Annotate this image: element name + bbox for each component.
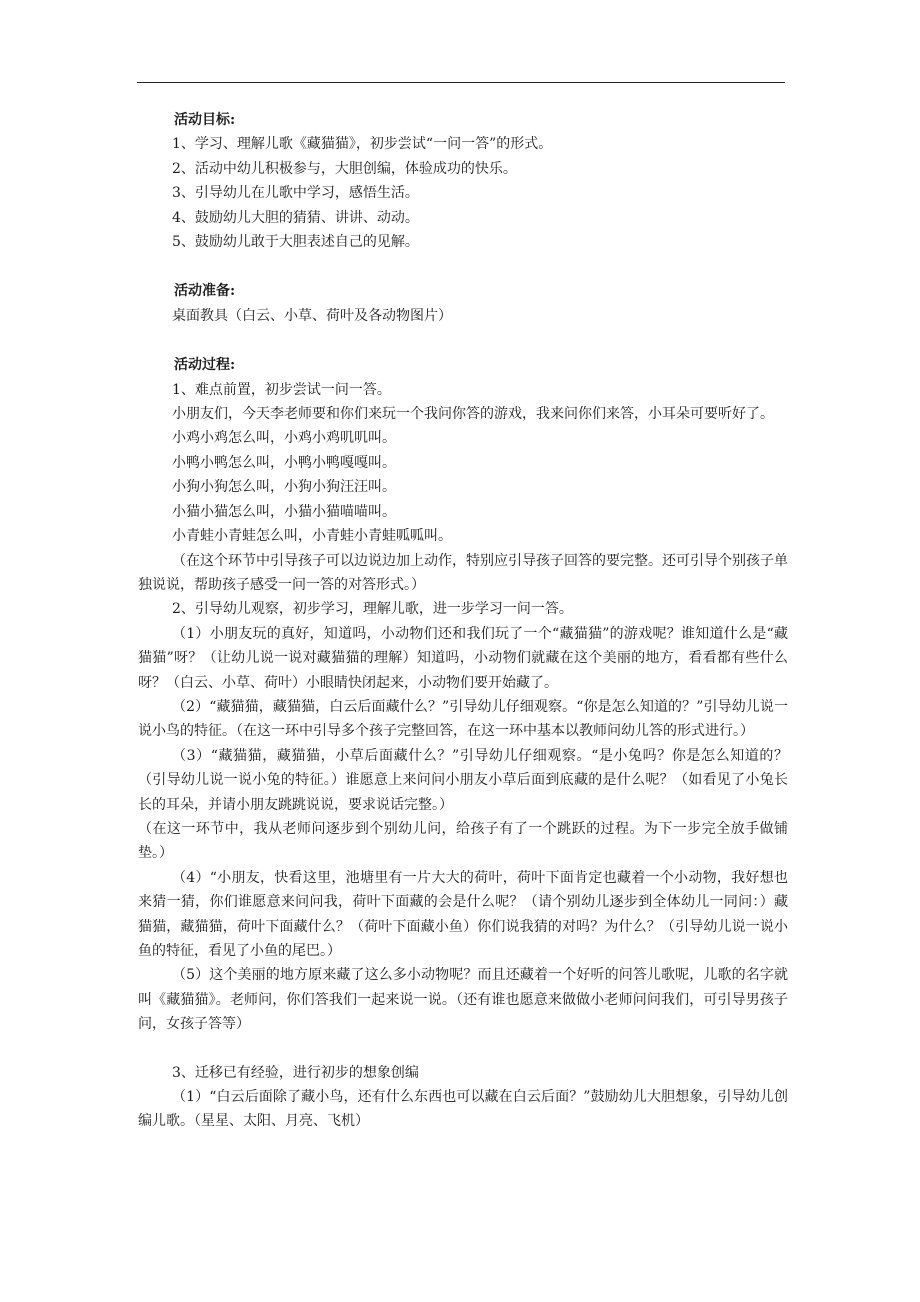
process-heading: 活动过程:: [174, 357, 236, 374]
preparation-text: 桌面教具（白云、小草、荷叶及各动物图片）: [172, 307, 452, 324]
goal-item: 1、学习、理解儿歌《藏猫猫》，初步尝试“一问一答”的形式。: [172, 136, 553, 153]
header-rule: [137, 82, 785, 83]
spacer: [138, 254, 788, 279]
rhyme-line: 小鸡小鸡怎么叫，小鸡小鸡叽叽叫。: [172, 430, 396, 447]
rhyme-line: 小狗小狗怎么叫，小狗小狗汪汪叫。: [172, 479, 396, 496]
lesson-plan-body: [138, 108, 788, 1134]
rhyme-line: 小青蛙小青蛙怎么叫，小青蛙小青蛙呱呱叫。: [172, 528, 452, 545]
goal-item: 3、引导幼儿在儿歌中学习，感悟生活。: [172, 185, 419, 202]
step2-title: 2、引导幼儿观察，初步学习，理解儿歌，进一步学习一问一答。: [172, 601, 573, 618]
step2-paragraph-5: （5）这个美丽的地方原来藏了这么多小动物呢？而且还藏着一个好听的问答儿歌呢，儿歌的名字就叫《藏猫猫》。老师问，你们答我们一起来说一说。（还有谁也愿意来做做小老师问问我们，可引导男孩子问，女孩子答等）: [138, 967, 788, 1033]
goals-heading: 活动目标:: [174, 112, 236, 128]
step2-paragraph-1: （1）小朋友玩的真好，知道吗，小动物们还和我们玩了一个“藏猫猫”的游戏呢？谁知道什么是“藏猫猫”呀？（让幼儿说一说对藏猫猫的理解）知道吗，小动物们就藏在这个美丽的地方，看看都有些什么呀？（白云、小草、荷叶）小眼睛快闭起来，小动物们要开始藏了。: [138, 625, 788, 691]
step2-paragraph-3-note: （在这一环节中，我从老师问逐步到个别幼儿问，给孩子有了一个跳跃的过程。为下一步完全放手做铺垫。）: [138, 820, 788, 862]
step3-paragraph-1: （1）“白云后面除了藏小鸟，还有什么东西也可以藏在白云后面？”鼓励幼儿大胆想象，引导幼儿创编儿歌。（星星、太阳、月亮、飞机）: [138, 1089, 788, 1130]
step1-intro: 小朋友们，今天李老师要和你们来玩一个我问你答的游戏，我来问你们来答，小耳朵可要听好了。: [172, 406, 774, 423]
rhyme-line: 小猫小猫怎么叫，小猫小猫喵喵叫。: [172, 503, 396, 520]
spacer: [138, 328, 788, 353]
rhyme-line: 小鸭小鸭怎么叫，小鸭小鸭嘎嘎叫。: [172, 454, 396, 471]
spacer: [138, 1037, 788, 1061]
goal-item: 4、鼓励幼儿大胆的猜猜、讲讲、动动。: [172, 209, 419, 226]
step1-note: （在这个环节中引导孩子可以边说边加上动作，特别应引导孩子回答的要完整。还可引导个别孩子单独说说，帮助孩子感受一问一答的对答形式。）: [138, 552, 788, 593]
step2-paragraph-4: （4）“小朋友，快看这里，池塘里有一片大大的荷叶，荷叶下面肯定也藏着一个小动物，我好想也来猜一猜，你们谁愿意来问问我，荷叶下面藏的会是什么呢？（请个别幼儿逐步到全体幼儿一同问：）藏猫猫，藏猫猫，荷叶下面藏什么？（荷叶下面藏小鱼）你们说我猜的对吗？为什么？（引导幼儿说一说小鱼的特征，看见了小鱼的尾巴。）: [138, 869, 788, 959]
preparation-heading: 活动准备:: [174, 283, 236, 300]
step3-title: 3、迁移已有经验，进行初步的想象创编: [172, 1064, 419, 1081]
goal-item: 2、活动中幼儿积极参与，大胆创编，体验成功的快乐。: [172, 160, 517, 177]
step1-title: 1、难点前置，初步尝试一问一答。: [172, 381, 391, 398]
step2-paragraph-3: （3）“藏猫猫，藏猫猫，小草后面藏什么？”引导幼儿仔细观察。“是小兔吗？你是怎么知道的？（引导幼儿说一说小兔的特征。）谁愿意上来问问小朋友小草后面到底藏的是什么呢？（如看见了小兔长长的耳朵，并请小朋友跳跳说说，要求说话完整。）: [138, 747, 788, 813]
goal-item: 5、鼓励幼儿敢于大胆表述自己的见解。: [172, 234, 419, 251]
step2-paragraph-2: （2）“藏猫猫，藏猫猫，白云后面藏什么？”引导幼儿仔细观察。“你是怎么知道的？”引导幼儿说一说小鸟的特征。（在这一环中引导多个孩子完整回答，在这一环中基本以教师问幼儿答的形式进行。）: [138, 698, 788, 740]
